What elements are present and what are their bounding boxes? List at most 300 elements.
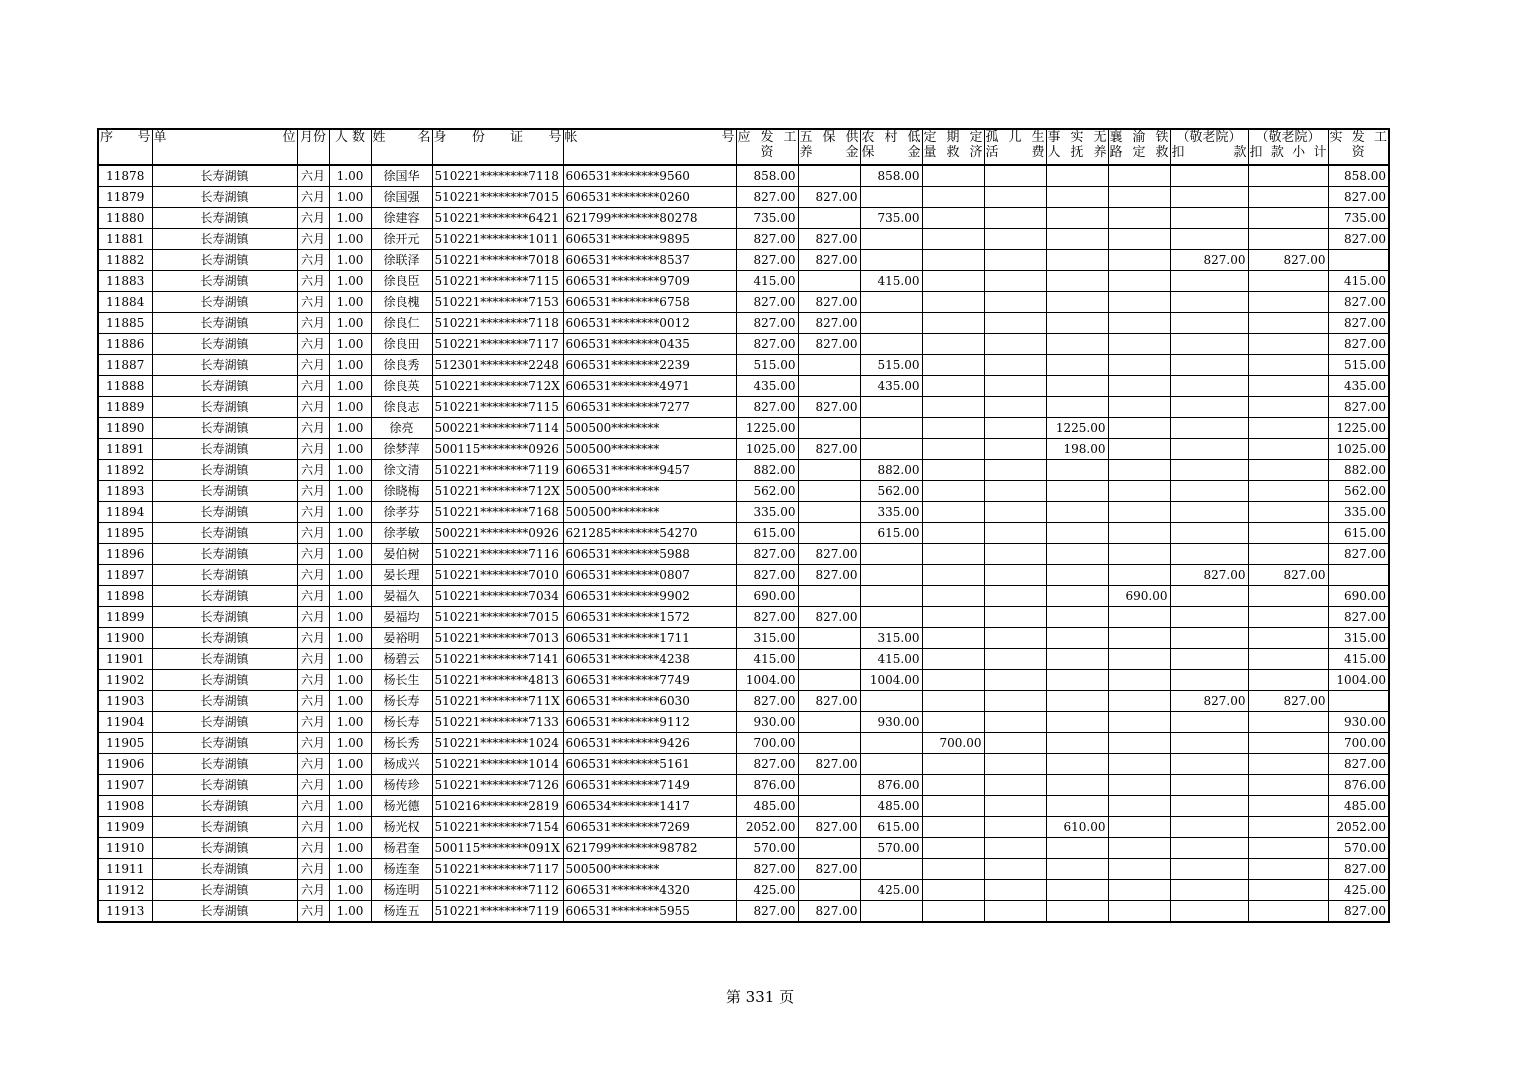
cell-id: 500221********0926 [432,523,563,544]
cell-month: 六月 [297,838,329,859]
cell-name: 徐孝敏 [371,523,432,544]
cell-actual: 435.00 [1328,376,1389,397]
cell-count: 1.00 [329,586,371,607]
cell-dingqi [922,586,984,607]
cell-deduct-total [1248,796,1328,817]
header-unit: 单 位 [152,129,297,165]
cell-deduct-total [1248,712,1328,733]
cell-seq: 11896 [98,544,152,565]
header-month: 月份 [297,129,329,165]
cell-shishi [1046,691,1108,712]
cell-guer [984,586,1046,607]
cell-deduct-total [1248,355,1328,376]
cell-actual: 827.00 [1328,229,1389,250]
cell-month: 六月 [297,817,329,838]
cell-count: 1.00 [329,544,371,565]
cell-actual [1328,565,1389,586]
cell-wubao: 827.00 [798,229,860,250]
cell-due: 1025.00 [736,439,798,460]
cell-deduct [1170,229,1248,250]
cell-seq: 11893 [98,481,152,502]
cell-actual: 1225.00 [1328,418,1389,439]
cell-account: 606531********6030 [563,691,736,712]
cell-due: 930.00 [736,712,798,733]
cell-month: 六月 [297,355,329,376]
cell-account: 500500******** [563,481,736,502]
cell-deduct-total [1248,544,1328,565]
cell-deduct-total [1248,523,1328,544]
cell-wubao: 827.00 [798,817,860,838]
table-row [98,439,1389,460]
cell-deduct-total [1248,418,1328,439]
cell-account: 606531********9902 [563,586,736,607]
cell-month: 六月 [297,481,329,502]
cell-month: 六月 [297,796,329,817]
cell-dibao [860,607,922,628]
cell-deduct [1170,502,1248,523]
cell-month: 六月 [297,271,329,292]
cell-name: 晏裕明 [371,628,432,649]
cell-xiangyu [1108,313,1170,334]
cell-dingqi [922,481,984,502]
cell-account: 606531********5955 [563,901,736,923]
cell-unit: 长寿湖镇 [152,187,297,208]
cell-id: 510221********7153 [432,292,563,313]
cell-seq: 11887 [98,355,152,376]
cell-deduct-total [1248,901,1328,923]
cell-count: 1.00 [329,313,371,334]
cell-shishi [1046,775,1108,796]
cell-dibao: 425.00 [860,880,922,901]
cell-shishi [1046,586,1108,607]
cell-unit: 长寿湖镇 [152,733,297,754]
cell-shishi: 1225.00 [1046,418,1108,439]
cell-xiangyu [1108,817,1170,838]
cell-due: 827.00 [736,334,798,355]
cell-account: 606531********5988 [563,544,736,565]
cell-due: 827.00 [736,397,798,418]
cell-count: 1.00 [329,733,371,754]
cell-xiangyu: 690.00 [1108,586,1170,607]
cell-dibao [860,901,922,923]
header-id: 身 份 证 号 [432,129,563,165]
cell-id: 510221********712X [432,376,563,397]
cell-actual: 485.00 [1328,796,1389,817]
cell-shishi: 610.00 [1046,817,1108,838]
cell-account: 606531********9457 [563,460,736,481]
cell-xiangyu [1108,775,1170,796]
cell-deduct-total [1248,334,1328,355]
cell-name: 徐亮 [371,418,432,439]
cell-guer [984,607,1046,628]
cell-account: 500500******** [563,502,736,523]
cell-count: 1.00 [329,250,371,271]
cell-month: 六月 [297,607,329,628]
table-row [98,649,1389,670]
cell-month: 六月 [297,313,329,334]
cell-actual: 735.00 [1328,208,1389,229]
cell-wubao [798,586,860,607]
cell-actual: 615.00 [1328,523,1389,544]
cell-deduct [1170,355,1248,376]
cell-shishi [1046,481,1108,502]
cell-id: 510221********1011 [432,229,563,250]
cell-month: 六月 [297,418,329,439]
cell-unit: 长寿湖镇 [152,838,297,859]
cell-deduct-total [1248,775,1328,796]
cell-count: 1.00 [329,712,371,733]
cell-seq: 11900 [98,628,152,649]
table-row [98,334,1389,355]
cell-id: 510221********7010 [432,565,563,586]
cell-wubao: 827.00 [798,397,860,418]
cell-wubao: 827.00 [798,859,860,880]
cell-name: 徐良仁 [371,313,432,334]
cell-dingqi [922,165,984,187]
cell-month: 六月 [297,439,329,460]
table-row [98,670,1389,691]
table-row [98,901,1389,923]
cell-unit: 长寿湖镇 [152,607,297,628]
cell-due: 485.00 [736,796,798,817]
table-row [98,418,1389,439]
cell-xiangyu [1108,376,1170,397]
cell-count: 1.00 [329,439,371,460]
cell-guer [984,796,1046,817]
cell-dingqi [922,649,984,670]
cell-shishi [1046,544,1108,565]
cell-count: 1.00 [329,502,371,523]
cell-deduct: 827.00 [1170,565,1248,586]
cell-unit: 长寿湖镇 [152,880,297,901]
cell-dibao [860,586,922,607]
cell-actual [1328,691,1389,712]
cell-actual: 315.00 [1328,628,1389,649]
cell-dibao: 485.00 [860,796,922,817]
cell-count: 1.00 [329,165,371,187]
cell-guer [984,165,1046,187]
cell-actual: 415.00 [1328,271,1389,292]
cell-dingqi [922,355,984,376]
cell-id: 510221********4813 [432,670,563,691]
header-wubao: 五 保 供 养 金 [798,129,860,165]
cell-xiangyu [1108,733,1170,754]
cell-due: 435.00 [736,376,798,397]
cell-id: 510221********7013 [432,628,563,649]
cell-due: 2052.00 [736,817,798,838]
table-row [98,355,1389,376]
cell-dingqi [922,418,984,439]
cell-month: 六月 [297,460,329,481]
cell-deduct [1170,271,1248,292]
cell-count: 1.00 [329,628,371,649]
cell-account: 606531********7149 [563,775,736,796]
cell-account: 606531********2239 [563,355,736,376]
cell-xiangyu [1108,292,1170,313]
payroll-table [97,128,1390,923]
cell-id: 510221********711X [432,691,563,712]
table-row [98,733,1389,754]
cell-xiangyu [1108,334,1170,355]
cell-wubao: 827.00 [798,187,860,208]
cell-actual: 882.00 [1328,460,1389,481]
cell-dingqi [922,628,984,649]
cell-dingqi [922,838,984,859]
cell-wubao: 827.00 [798,292,860,313]
cell-shishi [1046,355,1108,376]
cell-guer [984,544,1046,565]
cell-dingqi [922,754,984,775]
cell-deduct-total [1248,649,1328,670]
header-dibao: 农 村 低 保 金 [860,129,922,165]
table-row [98,838,1389,859]
cell-guer [984,229,1046,250]
table-row [98,859,1389,880]
cell-dibao [860,859,922,880]
cell-name: 徐良臣 [371,271,432,292]
cell-dingqi [922,439,984,460]
cell-due: 827.00 [736,691,798,712]
table-row [98,502,1389,523]
cell-month: 六月 [297,292,329,313]
cell-guer [984,397,1046,418]
cell-seq: 11885 [98,313,152,334]
cell-unit: 长寿湖镇 [152,754,297,775]
cell-count: 1.00 [329,565,371,586]
cell-dibao [860,418,922,439]
cell-id: 510221********7118 [432,313,563,334]
cell-dibao [860,250,922,271]
cell-shishi [1046,460,1108,481]
cell-wubao [798,733,860,754]
cell-xiangyu [1108,544,1170,565]
cell-month: 六月 [297,880,329,901]
cell-due: 827.00 [736,901,798,923]
cell-account: 606531********1711 [563,628,736,649]
cell-guer [984,754,1046,775]
cell-dibao: 515.00 [860,355,922,376]
cell-seq: 11906 [98,754,152,775]
cell-dibao [860,187,922,208]
cell-seq: 11886 [98,334,152,355]
cell-name: 徐孝芬 [371,502,432,523]
cell-deduct-total [1248,670,1328,691]
cell-shishi [1046,397,1108,418]
cell-month: 六月 [297,544,329,565]
cell-due: 562.00 [736,481,798,502]
cell-name: 徐梦萍 [371,439,432,460]
cell-name: 杨光德 [371,796,432,817]
cell-shishi [1046,250,1108,271]
table-row [98,165,1389,187]
cell-actual: 1025.00 [1328,439,1389,460]
cell-id: 510221********1014 [432,754,563,775]
cell-unit: 长寿湖镇 [152,271,297,292]
cell-dingqi [922,313,984,334]
cell-seq: 11898 [98,586,152,607]
cell-shishi [1046,313,1108,334]
cell-deduct [1170,397,1248,418]
cell-xiangyu [1108,439,1170,460]
cell-unit: 长寿湖镇 [152,208,297,229]
cell-actual: 827.00 [1328,397,1389,418]
cell-shishi [1046,628,1108,649]
cell-wubao: 827.00 [798,334,860,355]
cell-unit: 长寿湖镇 [152,628,297,649]
cell-shishi [1046,838,1108,859]
cell-dibao: 435.00 [860,376,922,397]
cell-month: 六月 [297,628,329,649]
cell-id: 510221********7115 [432,271,563,292]
cell-seq: 11892 [98,460,152,481]
cell-count: 1.00 [329,397,371,418]
cell-deduct: 827.00 [1170,250,1248,271]
header-shishi: 事 实 无 人 抚 养 [1046,129,1108,165]
cell-wubao: 827.00 [798,901,860,923]
cell-id: 510221********7018 [432,250,563,271]
cell-account: 606531********1572 [563,607,736,628]
cell-deduct-total [1248,880,1328,901]
cell-xiangyu [1108,165,1170,187]
cell-deduct-total [1248,754,1328,775]
cell-deduct [1170,586,1248,607]
cell-actual: 827.00 [1328,901,1389,923]
cell-due: 827.00 [736,859,798,880]
cell-seq: 11897 [98,565,152,586]
cell-id: 510221********7015 [432,607,563,628]
cell-account: 606531********9560 [563,165,736,187]
cell-dibao [860,439,922,460]
cell-deduct [1170,208,1248,229]
cell-deduct [1170,796,1248,817]
cell-guer [984,208,1046,229]
cell-due: 335.00 [736,502,798,523]
cell-deduct [1170,649,1248,670]
cell-xiangyu [1108,397,1170,418]
cell-seq: 11880 [98,208,152,229]
cell-deduct [1170,754,1248,775]
cell-name: 徐良英 [371,376,432,397]
cell-xiangyu [1108,649,1170,670]
cell-count: 1.00 [329,271,371,292]
cell-name: 杨长秀 [371,733,432,754]
cell-shishi [1046,523,1108,544]
cell-month: 六月 [297,733,329,754]
cell-xiangyu [1108,271,1170,292]
cell-dibao [860,229,922,250]
cell-deduct-total [1248,733,1328,754]
cell-actual: 930.00 [1328,712,1389,733]
cell-deduct-total [1248,460,1328,481]
cell-xiangyu [1108,838,1170,859]
cell-id: 510221********7119 [432,901,563,923]
cell-dibao: 1004.00 [860,670,922,691]
cell-dibao [860,292,922,313]
cell-wubao [798,418,860,439]
cell-guer [984,628,1046,649]
cell-seq: 11878 [98,165,152,187]
cell-xiangyu [1108,565,1170,586]
cell-month: 六月 [297,334,329,355]
cell-dingqi [922,229,984,250]
cell-xiangyu [1108,712,1170,733]
cell-dingqi [922,187,984,208]
cell-account: 500500******** [563,439,736,460]
cell-wubao [798,376,860,397]
cell-month: 六月 [297,712,329,733]
cell-due: 827.00 [736,607,798,628]
cell-unit: 长寿湖镇 [152,670,297,691]
cell-due: 876.00 [736,775,798,796]
cell-wubao: 827.00 [798,439,860,460]
header-due: 应 发 工 资 [736,129,798,165]
cell-dingqi [922,859,984,880]
cell-dingqi [922,523,984,544]
cell-seq: 11910 [98,838,152,859]
cell-name: 徐晓梅 [371,481,432,502]
cell-xiangyu [1108,691,1170,712]
cell-deduct-total [1248,271,1328,292]
cell-guer [984,712,1046,733]
cell-count: 1.00 [329,229,371,250]
cell-dingqi [922,565,984,586]
cell-wubao [798,712,860,733]
cell-due: 827.00 [736,229,798,250]
table-row [98,271,1389,292]
cell-name: 徐联泽 [371,250,432,271]
cell-wubao [798,271,860,292]
cell-deduct-total [1248,817,1328,838]
cell-unit: 长寿湖镇 [152,691,297,712]
cell-month: 六月 [297,691,329,712]
cell-guer [984,439,1046,460]
cell-deduct [1170,775,1248,796]
cell-shishi [1046,292,1108,313]
table-row [98,292,1389,313]
cell-id: 510221********7119 [432,460,563,481]
cell-xiangyu [1108,502,1170,523]
cell-month: 六月 [297,502,329,523]
cell-dibao [860,733,922,754]
cell-dibao [860,754,922,775]
cell-due: 570.00 [736,838,798,859]
cell-id: 510221********7112 [432,880,563,901]
cell-deduct-total [1248,628,1328,649]
cell-shishi: 198.00 [1046,439,1108,460]
table-header [98,129,1389,165]
cell-xiangyu [1108,901,1170,923]
cell-dibao: 570.00 [860,838,922,859]
cell-deduct-total [1248,397,1328,418]
table-row [98,796,1389,817]
cell-dibao: 415.00 [860,271,922,292]
cell-actual: 415.00 [1328,649,1389,670]
cell-month: 六月 [297,859,329,880]
cell-guer [984,418,1046,439]
cell-id: 500221********7114 [432,418,563,439]
cell-account: 500500******** [563,859,736,880]
cell-deduct-total: 827.00 [1248,250,1328,271]
cell-id: 510221********1024 [432,733,563,754]
cell-deduct [1170,607,1248,628]
cell-name: 杨连奎 [371,859,432,880]
cell-account: 606531********4238 [563,649,736,670]
cell-guer [984,313,1046,334]
cell-dingqi [922,544,984,565]
cell-seq: 11911 [98,859,152,880]
table-row [98,481,1389,502]
cell-guer [984,670,1046,691]
